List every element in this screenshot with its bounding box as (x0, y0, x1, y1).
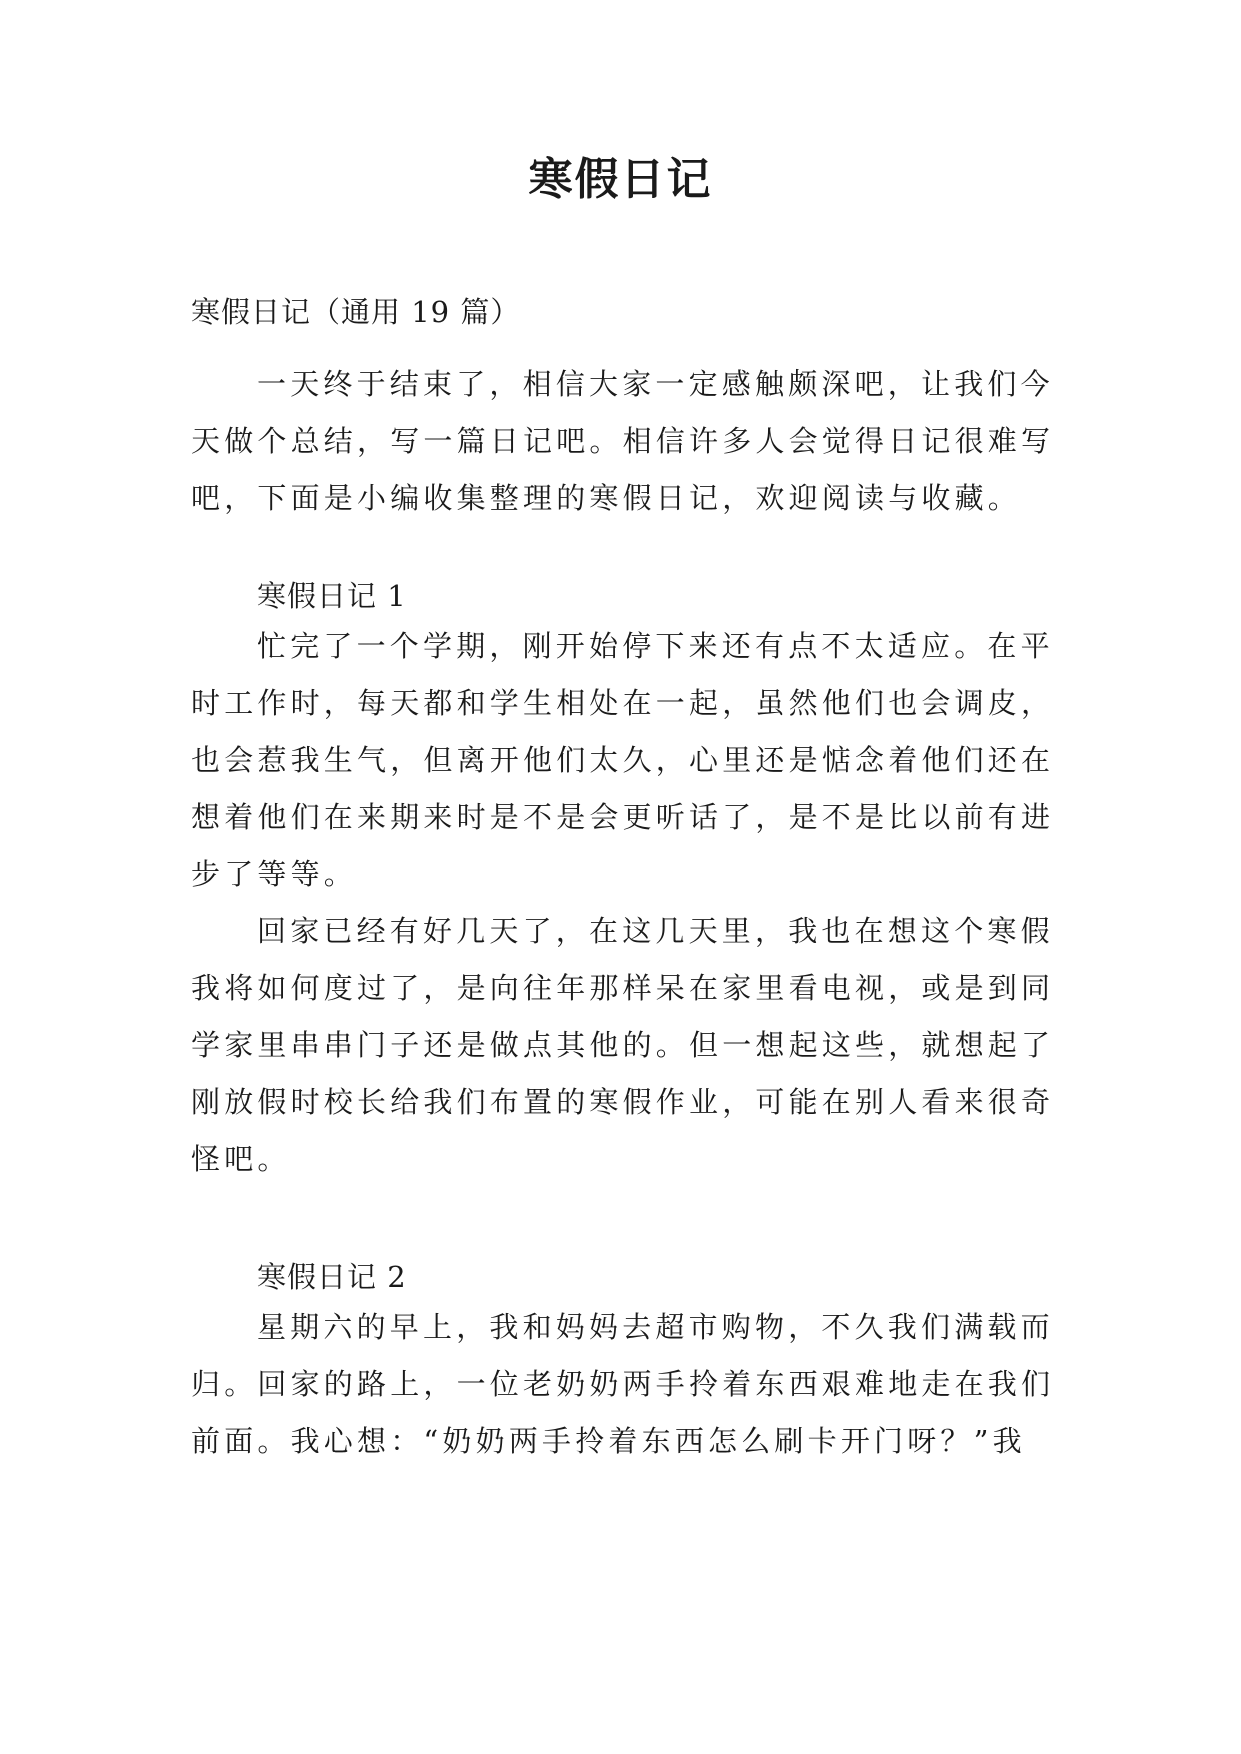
paragraph-line: 怪吧。 (191, 1142, 291, 1176)
entry-2-paragraph-1 (191, 1299, 1055, 1470)
paragraph-line: 想着他们在来期来时是不是会更听话了，是不是比以前有进 (191, 800, 1055, 834)
paragraph-line: 学家里串串门子还是做点其他的。但一想起这些，就想起了 (191, 1028, 1055, 1062)
intro-paragraph (191, 356, 1055, 527)
paragraph-line: 步了等等。 (191, 857, 358, 891)
paragraph-line: 刚放假时校长给我们布置的寒假作业，可能在别人看来很奇 (191, 1085, 1055, 1119)
paragraph-line: 忙完了一个学期，刚开始停下来还有点不太适应。在平 (257, 629, 1054, 663)
paragraph-line: 星期六的早上，我和妈妈去超市购物，不久我们满载而 (257, 1310, 1054, 1344)
paragraph-line: 我将如何度过了，是向往年那样呆在家里看电视，或是到同 (191, 971, 1055, 1005)
entry-1-paragraph-2 (191, 903, 1055, 1188)
paragraph-line: 时工作时，每天都和学生相处在一起，虽然他们也会调皮， (191, 686, 1055, 720)
intro-line: 一天终于结束了，相信大家一定感触颇深吧，让我们今 (257, 367, 1054, 401)
paragraph-line: 也会惹我生气，但离开他们太久，心里还是惦念着他们还在 (191, 743, 1055, 777)
paragraph-line: 归。回家的路上，一位老奶奶两手拎着东西艰难地走在我们 (191, 1367, 1055, 1401)
document-subtitle: 寒假日记（通用 19 篇） (191, 295, 521, 329)
paragraph-line: 前面。我心想：“奶奶两手拎着东西怎么刷卡开门呀？”我 (191, 1424, 1026, 1458)
entry-2-heading: 寒假日记 2 (257, 1260, 407, 1294)
entry-1-paragraph-1 (191, 618, 1055, 903)
intro-line: 天做个总结，写一篇日记吧。相信许多人会觉得日记很难写 (191, 424, 1055, 458)
document-title: 寒假日记 (528, 154, 713, 205)
paragraph-line: 回家已经有好几天了，在这几天里，我也在想这个寒假 (257, 914, 1054, 948)
intro-line: 吧，下面是小编收集整理的寒假日记，欢迎阅读与收藏。 (191, 481, 1022, 515)
entry-1-heading: 寒假日记 1 (257, 579, 407, 613)
